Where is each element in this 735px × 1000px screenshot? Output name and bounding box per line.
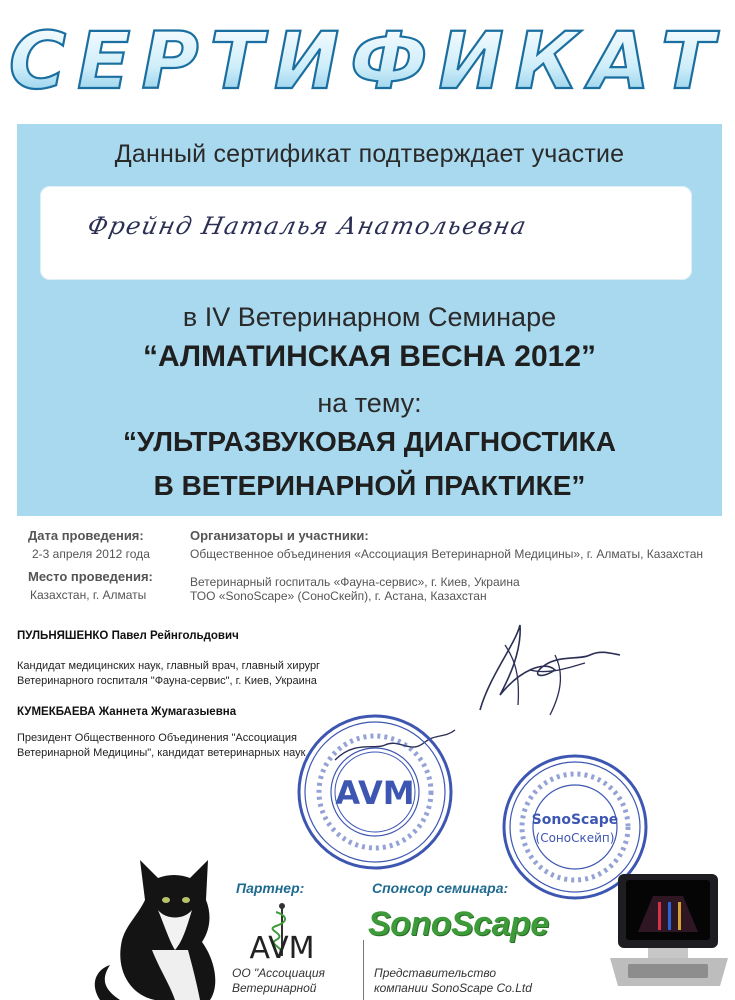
sponsor-line: Представительство [374,966,497,980]
signer-2-title: Президент Общественного Объединения "Ассоциация [17,732,297,744]
sonoscape-stamp-sub: (СоноСкейп) [535,831,615,845]
topic-line-2: В ВЕТЕРИНАРНОЙ ПРАКТИКЕ” [153,470,586,501]
participant-name: Фрейнд Наталья Анатольевна [85,212,530,240]
signer-1-name: ПУЛЬНЯШЕНКО Павел Рейнгольдович [17,630,239,642]
date-heading: Дата проведения: [28,528,144,543]
event-name: “АЛМАТИНСКАЯ ВЕСНА 2012” [142,340,597,373]
partner-heading: Партнер: [236,880,305,896]
partner-line: Ветеринарной [232,981,317,995]
organizer-item: ТОО «SonoScape» (СоноСкейп), г. Астана, Казахстан [190,589,487,603]
signer-1-title: Ветеринарного госпиталя "Фауна-сервис", г. Киев, Украина [17,675,317,687]
signer-2-title: Ветеринарной Медицины", кандидат ветеринарных наук [17,747,306,759]
signature-1 [460,615,630,725]
organizer-item: Общественное объединения «Ассоциация Ветеринарной Медицины», г. Алматы, Казахстан [190,547,704,561]
sponsor-line: компании SonoScape Co.Ltd [374,981,532,995]
sponsor-heading: Спонсор семинара: [372,880,509,896]
topic-intro: на тему: [317,388,422,418]
signer-2-name: КУМЕКБАЕВА Жаннета Жумагазыевна [17,706,237,718]
place-heading: Место проведения: [28,569,153,584]
cat-photo [60,830,230,1000]
avm-stamp-center: AVM [335,774,415,812]
avm-logo-text: AVM [249,931,315,964]
partner-line: ОО "Ассоциация [232,966,325,980]
event-line: в IV Ветеринарном Семинаре [182,302,557,332]
signer-1-title: Кандидат медицинских наук, главный врач, главный хирург [17,660,321,672]
place-value: Казахстан, г. Алматы [30,588,147,602]
topic-line-1: “УЛЬТРАЗВУКОВАЯ ДИАГНОСТИКА [123,426,616,457]
date-value: 2-3 апреля 2012 года [32,547,150,561]
sonoscape-stamp-center: SonoScape [531,812,619,828]
certificate-title [0,18,735,128]
avm-logo [240,900,330,964]
ultrasound-machine-image [608,868,730,996]
divider [363,940,364,1000]
avm-stamp [295,712,455,872]
title-text: СЕРТИФИКАТ [8,18,726,107]
organizer-item: Ветеринарный госпиталь «Фауна-сервис», г. Киев, Украина [190,575,520,589]
organizers-heading: Организаторы и участники: [190,528,369,543]
sonoscape-logo: SonoScape [368,905,549,943]
intro-text: Данный сертификат подтверждает участие [114,140,625,168]
